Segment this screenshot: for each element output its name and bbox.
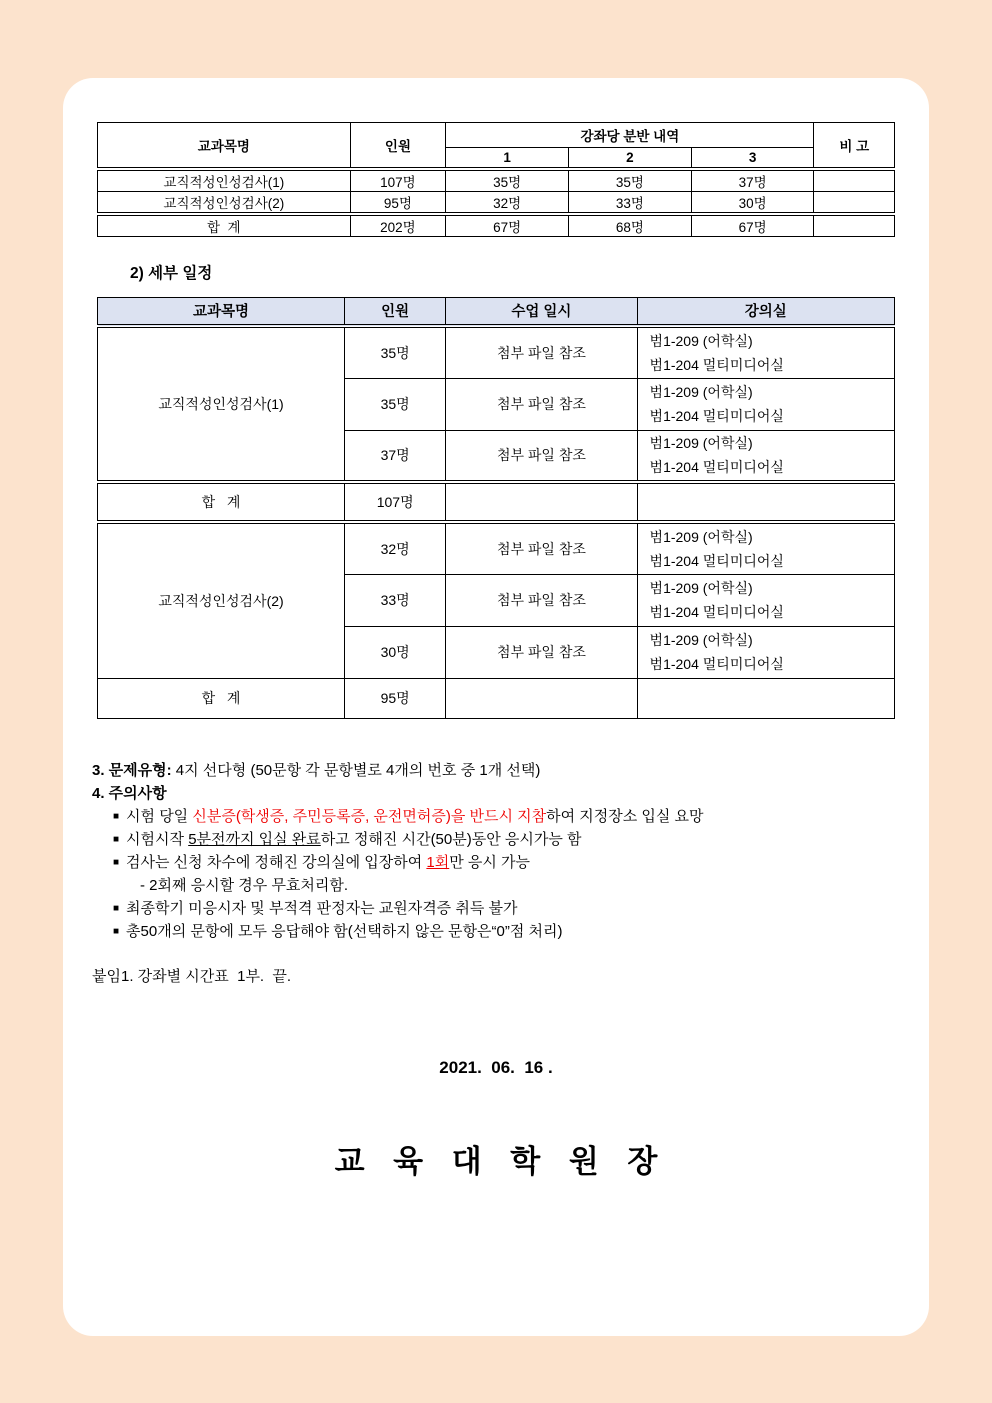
- group2-cell: 33명: [569, 191, 692, 214]
- room-line-1: 범1-209 (어학실): [649, 435, 753, 452]
- note-text: 만 응시 가능: [449, 853, 531, 871]
- total-group2-cell: 68명: [569, 214, 692, 237]
- note-text: 하고 정해진 시간(50분)동안 응시가능 함: [320, 830, 582, 848]
- room-line-2: 범1-204 멀티미디어실: [649, 408, 784, 424]
- schedule-total-row: [98, 482, 895, 522]
- total-count-cell: 95명: [345, 678, 446, 718]
- empty-cell: [446, 678, 637, 718]
- header-room: 강의실: [637, 297, 894, 326]
- note-bullet-arrival: [113, 828, 895, 851]
- note-text: 검사는 신청 차수에 정해진 강의실에 입장하여: [126, 853, 427, 871]
- room-cell: [637, 626, 894, 678]
- header-count: 인원: [345, 297, 446, 326]
- room-line-1: 범1-209 (어학실): [649, 384, 753, 400]
- header-sub2: 2: [569, 148, 692, 169]
- room-line-2: 범1-204 멀티미디어실: [649, 604, 784, 620]
- note-question-type: [92, 759, 895, 782]
- count-cell: 35명: [345, 378, 446, 430]
- count-cell: 107명: [350, 169, 446, 192]
- time-cell: 첨부 파일 참조: [446, 626, 637, 678]
- total-label-cell: 합 계: [98, 482, 345, 522]
- note-text: 시험 당일: [126, 807, 193, 825]
- note-text: 시험시작: [126, 830, 189, 848]
- time-cell: 첨부 파일 참조: [446, 522, 637, 574]
- table-row: [98, 169, 895, 192]
- total-group1-cell: 67명: [446, 214, 569, 237]
- schedule-row: [98, 326, 895, 378]
- group2-cell: 35명: [569, 169, 692, 192]
- room-line-1: 범1-209 (어학실): [649, 580, 753, 596]
- time-cell: 첨부 파일 참조: [446, 430, 637, 482]
- empty-cell: [637, 678, 894, 718]
- room-cell: [637, 574, 894, 626]
- note-bullet-disqualified: [113, 897, 895, 920]
- schedule-row: [98, 522, 895, 574]
- room-line-2: 범1-204 멀티미디어실: [649, 356, 784, 373]
- note-text-red: 신분증(학생증, 주민등록증, 운전면허증)을 반드시 지참: [192, 807, 547, 825]
- room-line-1: 범1-209 (어학실): [649, 332, 753, 349]
- header-note: 비 고: [814, 123, 895, 169]
- square-bullet-icon: ■: [113, 925, 120, 937]
- room-line-2: 범1-204 멀티미디어실: [649, 552, 784, 569]
- note-bullet-answer-all: [113, 920, 895, 943]
- total-count-cell: 107명: [345, 482, 446, 522]
- room-cell: [637, 326, 894, 378]
- group1-cell: 35명: [446, 169, 569, 192]
- note-bullet-one-attempt: [113, 851, 895, 874]
- document-date: 2021. 06. 16 .: [439, 1057, 553, 1077]
- header-subject: 교과목명: [98, 123, 351, 169]
- subject-cell: 교직적성인성검사(1): [98, 169, 351, 192]
- empty-cell: [446, 482, 637, 522]
- schedule-table: [97, 297, 895, 719]
- time-cell: 첨부 파일 참조: [446, 574, 637, 626]
- group1-cell: 32명: [446, 191, 569, 214]
- subject-cell: 교직적성인성검사(2): [98, 191, 351, 214]
- room-cell: [637, 378, 894, 430]
- note-caution-label: 4. 주의사항: [92, 784, 167, 802]
- note-text: 최종학기 미응시자 및 부적격 판정자는 교원자격증 취득 불가: [126, 899, 518, 917]
- note-text-red-underline: 1회: [426, 853, 450, 871]
- total-count-cell: 202명: [350, 214, 446, 237]
- room-cell: [637, 430, 894, 482]
- total-label-cell: 합 계: [98, 214, 351, 237]
- header-count: 인원: [350, 123, 446, 169]
- room-line-1: 범1-209 (어학실): [649, 528, 753, 545]
- note-text: 하여 지정장소 입실 요망: [546, 807, 704, 825]
- count-cell: 95명: [350, 191, 446, 214]
- note-question-type-text: 4지 선다형 (50문항 각 문항별로 4개의 번호 중 1개 선택): [171, 761, 541, 779]
- count-cell: 37명: [345, 430, 446, 482]
- total-label-cell: 합 계: [98, 678, 345, 718]
- schedule-header-row: [98, 297, 895, 326]
- table-total-row: [98, 214, 895, 237]
- header-subject: 교과목명: [98, 297, 345, 326]
- signature-dean-graduate-school: 교 육 대 학 원 장: [334, 1143, 658, 1179]
- total-group3-cell: 67명: [691, 214, 814, 237]
- empty-cell: [637, 482, 894, 522]
- subject-cell: 교직적성인성검사(2): [98, 522, 345, 678]
- note-text: 총50개의 문항에 모두 응답해야 함(선택하지 않은 문항은“0”점 처리): [126, 922, 563, 940]
- note-cell: [814, 191, 895, 214]
- room-line-2: 범1-204 멀티미디어실: [649, 459, 784, 476]
- header-sub1: 1: [446, 148, 569, 169]
- room-line-2: 범1-204 멀티미디어실: [649, 656, 784, 672]
- count-cell: 33명: [345, 574, 446, 626]
- time-cell: 첨부 파일 참조: [446, 326, 637, 378]
- table-header-row: [98, 123, 895, 148]
- subject-cell: 교직적성인성검사(1): [98, 326, 345, 482]
- room-line-1: 범1-209 (어학실): [649, 632, 753, 648]
- square-bullet-icon: ■: [113, 902, 120, 914]
- schedule-total-row: [98, 678, 895, 718]
- square-bullet-icon: ■: [113, 810, 120, 822]
- note-sub-invalid: - 2회째 응시할 경우 무효처리함.: [140, 876, 349, 894]
- notes-section: [92, 759, 895, 943]
- time-cell: 첨부 파일 참조: [446, 378, 637, 430]
- header-time: 수업 일시: [446, 297, 637, 326]
- square-bullet-icon: ■: [113, 833, 120, 845]
- note-cell: [814, 169, 895, 192]
- document-page: [63, 78, 929, 1336]
- header-group: 강좌당 분반 내역: [446, 123, 814, 148]
- table-row: [98, 191, 895, 214]
- room-cell: [637, 522, 894, 574]
- note-bullet-id-card: [113, 805, 895, 828]
- note-question-type-label: 3. 문제유형:: [92, 761, 172, 779]
- count-cell: 32명: [345, 522, 446, 574]
- group3-cell: 37명: [691, 169, 814, 192]
- header-sub3: 3: [691, 148, 814, 169]
- count-cell: 35명: [345, 326, 446, 378]
- section-title-detail-schedule: 2) 세부 일정: [130, 264, 213, 282]
- note-text-underline: 5분전까지 입실 완료: [188, 830, 321, 848]
- total-note-cell: [814, 214, 895, 237]
- group3-cell: 30명: [691, 191, 814, 214]
- count-cell: 30명: [345, 626, 446, 678]
- square-bullet-icon: ■: [113, 856, 120, 868]
- attachment-line: 붙임1. 강좌별 시간표 1부. 끝.: [92, 967, 292, 985]
- enrollment-summary-table: [97, 122, 895, 237]
